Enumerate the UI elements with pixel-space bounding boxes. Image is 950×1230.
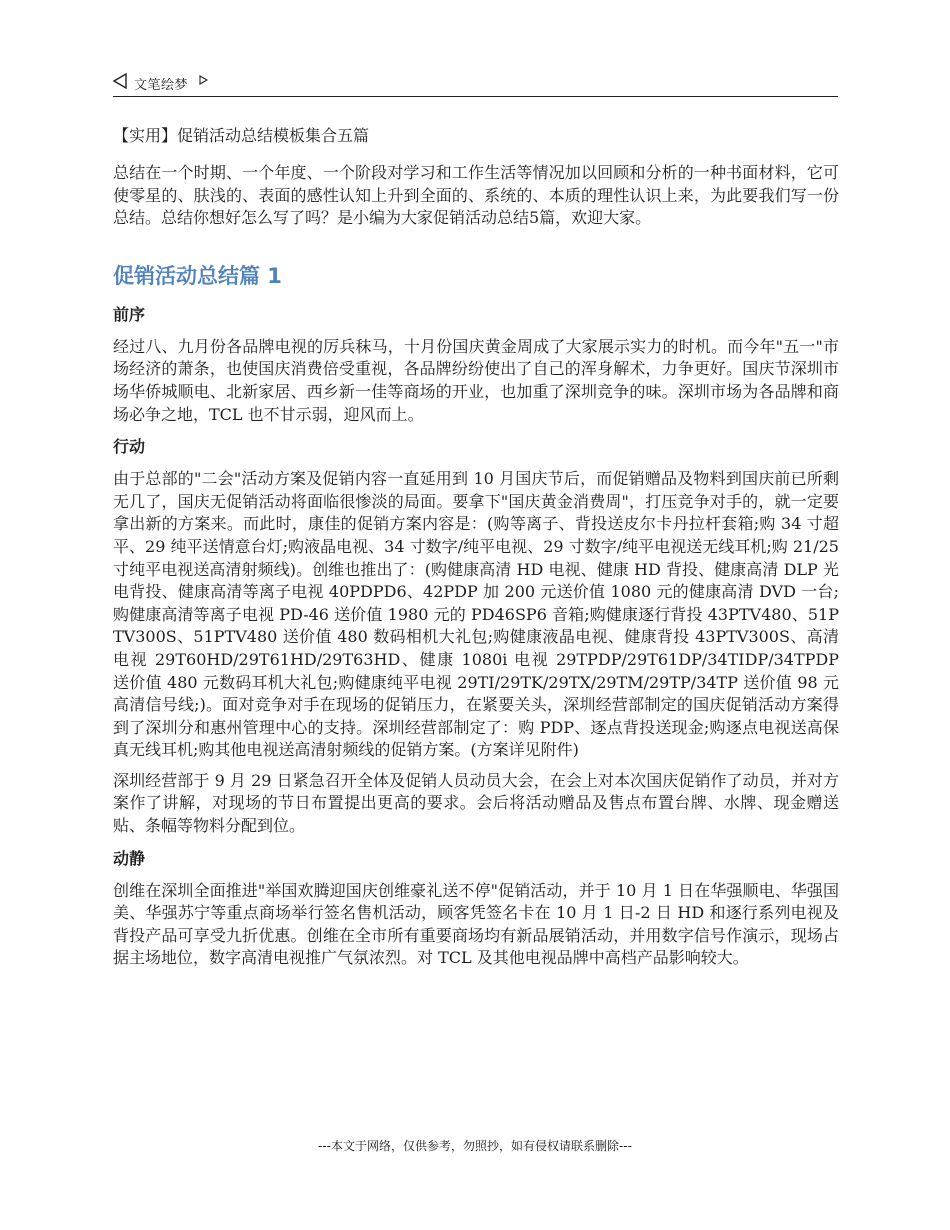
document-body	[113, 124, 839, 978]
subheading-action: 行动	[113, 437, 146, 457]
triangle-left-icon	[113, 73, 127, 89]
header-brand: 文笔绘梦	[134, 78, 189, 93]
page-header	[113, 70, 838, 97]
paragraph: 创维在深圳全面推进"举国欢腾迎国庆创维豪礼送不停"促销活动，并于 10 月 1 日在华强顺电、华强国美、华强苏宁等重点商场举行签名售机活动，顾客凭签名卡在 10 月 1 日-2 日 HD 和逐行系列电视及背投产品可享受九折优惠。创维在全市所有重要商场均有新品展销活动，并用数字信号作演示，现场占据主场地位，数字高清电视推广气氛浓烈。对 TCL 及其他电视品牌中高档产品影响较大。	[113, 880, 839, 968]
paragraph: 由于总部的"二会"活动方案及促销内容一直延用到 10 月国庆节后，而促销赠品及物料到国庆前已所剩无几了，国庆无促销活动将面临很惨淡的局面。要拿下"国庆黄金消费周"，打压竞争对手的，就一定要拿出新的方案来。而此时，康佳的促销方案内容是：(购等离子、背投送皮尔卡丹拉杆套箱;购 34 寸超平、29 纯平送情意台灯;购液晶电视、34 寸数字/纯平电视、29 寸数字/纯平电视送无线耳机;购 21/25 寸纯平电视送高清射频线)。创维也推出了：(购健康高清 HD 电视、健康 HD 背投、健康高清 DLP 光电背投、健康高清等离子电视 40PDPD6、42PDP 加 200 元送价值 1080 元的健康高清 DVD 一台;购健康高清等离子电视 PD-46 送价值 1980 元的 PD46SP6 音箱;购健康逐行背投 43PTV480、51PTV300S、51PTV480 送价值 480 数码相机大礼包;购健康液晶电视、健康背投 43PTV300S、高清电视 29T60HD/29T61HD/29T63HD、健康 1080i 电视 29TPDP/29T61DP/34TIDP/34TPDP 送价值 480 元数码耳机大礼包;购健康纯平电视 29TI/29TK/29TX/29TM/29TP/34TP 送价值 98 元高清信号线;)。面对竞争对手在现场的促销压力，在紧要关头，深圳经营部制定的国庆促销活动方案得到了深圳分和惠州管理中心的支持。深圳经营部制定了：购 PDP、逐点背投送现金;购逐点电视送高保真无线耳机;购其他电视送高清射频线的促销方案。(方案详见附件)	[113, 469, 839, 760]
page-footer: ---本文于网络，仅供参考，勿照抄，如有侵权请联系删除---	[318, 1139, 632, 1153]
subheading-preface: 前序	[113, 304, 146, 324]
intro-paragraph: 总结在一个时期、一个年度、一个阶段对学习和工作生活等情况加以回顾和分析的一种书面材料，它可使零星的、肤浅的、表面的感性认知上升到全面的、系统的、本质的理性认识上来，为此要我们写一份总结。总结你想好怎么写了吗？是小编为大家促销活动总结5篇，欢迎大家。	[113, 163, 839, 228]
section-heading: 促销活动总结篇 1	[113, 263, 282, 288]
paragraph: 深圳经营部于 9 月 29 日紧急召开全体及促销人员动员大会，在会上对本次国庆促销作了动员，并对方案作了讲解，对现场的节日布置提出更高的要求。会后将活动赠品及售点布置台牌、水牌、现金赠送贴、条幅等物料分配到位。	[113, 770, 839, 836]
triangle-right-icon	[199, 75, 208, 85]
paragraph: 经过八、九月份各品牌电视的厉兵秣马，十月份国庆黄金周成了大家展示实力的时机。而今年"五一"市场经济的萧条，也使国庆消费倍受重视，各品牌纷纷使出了自己的浑身解术，力争更好。国庆节深圳市场华侨城顺电、北新家居、西乡新一佳等商场的开业，也加重了深圳竞争的味。深圳市场为各品牌和商场必争之地，TCL 也不甘示弱，迎风而上。	[113, 336, 839, 424]
document-title: 【实用】促销活动总结模板集合五篇	[113, 126, 370, 145]
subheading-dynamics: 动静	[113, 848, 146, 868]
